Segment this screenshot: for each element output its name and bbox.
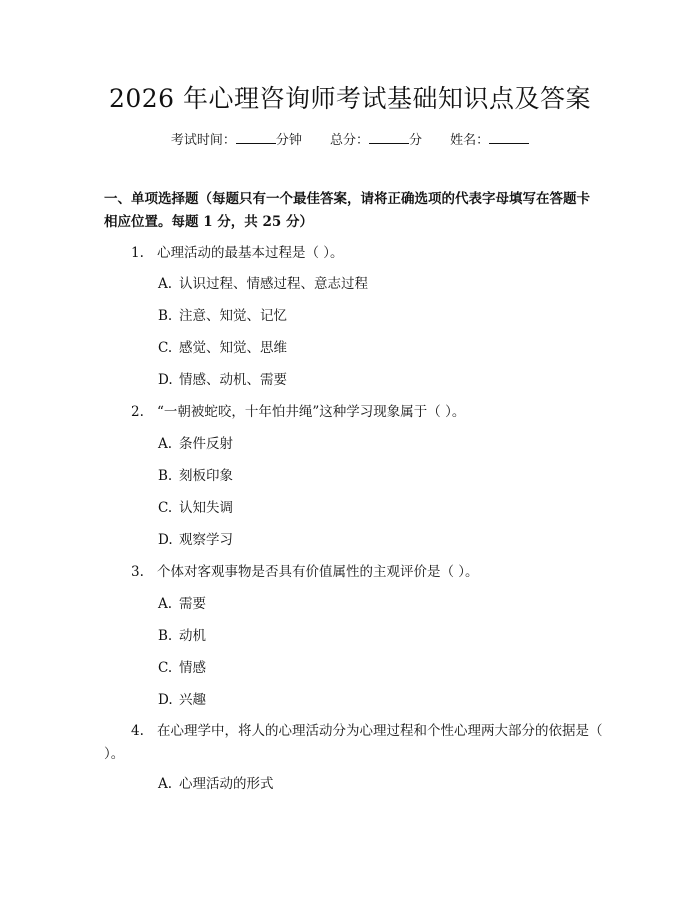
- option-2c: [158, 498, 233, 518]
- option-3a: [158, 594, 206, 614]
- exam-time-label: 考试时间：: [170, 133, 236, 148]
- option-1d: [158, 370, 287, 390]
- option-text: 刻板印象: [179, 468, 233, 484]
- option-2d: [158, 530, 233, 550]
- option-3d: [158, 690, 206, 710]
- option-letter: C.: [158, 500, 173, 516]
- option-letter: C.: [158, 660, 173, 676]
- question-1: [131, 243, 344, 263]
- question-text: 个体对客观事物是否具有价值属性的主观评价是（ ）。: [157, 564, 479, 580]
- option-letter: B.: [158, 628, 173, 644]
- option-text: 心理活动的形式: [179, 776, 274, 792]
- option-text: 感觉、知觉、思维: [179, 340, 287, 356]
- question-text: “一朝被蛇咬，十年怕井绳”这种学习现象属于（ ）。: [157, 404, 466, 420]
- option-letter: B.: [158, 468, 173, 484]
- option-text: 观察学习: [179, 532, 233, 548]
- exam-time-unit: 分钟: [275, 133, 302, 148]
- total-score-blank: [369, 131, 409, 144]
- student-name: [450, 131, 529, 151]
- question-number: 3.: [131, 564, 144, 580]
- option-2a: [158, 434, 233, 454]
- option-text: 情感: [179, 660, 206, 676]
- question-text: 在心理学中，将人的心理活动分为心理过程和个性心理两大部分的依据是（ ）。: [104, 723, 603, 762]
- option-text: 需要: [179, 596, 206, 612]
- option-text: 动机: [179, 628, 206, 644]
- question-3: [131, 562, 479, 582]
- option-1b: [158, 306, 287, 326]
- exam-time: [171, 131, 302, 151]
- total-score: [330, 131, 422, 151]
- option-text: 认识过程、情感过程、意志过程: [179, 276, 368, 292]
- exam-time-blank: [236, 131, 276, 144]
- option-letter: A.: [158, 276, 173, 292]
- total-score-label: 总分：: [329, 133, 369, 148]
- question-2: [131, 402, 465, 422]
- option-text: 注意、知觉、记忆: [179, 308, 287, 324]
- section-heading: 一、单项选择题（每题只有一个最佳答案，请将正确选项的代表字母填写在答题卡相应位置。每题 1 分，共 25 分）: [104, 191, 590, 230]
- option-text: 情感、动机、需要: [179, 372, 287, 388]
- option-3b: [158, 626, 206, 646]
- option-4a: [158, 774, 274, 794]
- option-letter: D.: [158, 692, 173, 708]
- exam-meta: [0, 131, 700, 151]
- option-letter: B.: [158, 308, 173, 324]
- option-letter: A.: [158, 436, 173, 452]
- option-letter: D.: [158, 372, 173, 388]
- option-text: 兴趣: [179, 692, 206, 708]
- option-1c: [158, 338, 287, 358]
- question-number: 4.: [131, 723, 144, 739]
- student-name-label: 姓名：: [450, 133, 490, 148]
- option-letter: A.: [158, 776, 173, 792]
- total-score-unit: 分: [409, 133, 423, 148]
- question-number: 2.: [131, 404, 144, 420]
- option-letter: A.: [158, 596, 173, 612]
- page-title: 2026 年心理咨询师考试基础知识点及答案: [108, 84, 592, 113]
- student-name-blank: [489, 131, 529, 144]
- option-text: 认知失调: [179, 500, 233, 516]
- option-3c: [158, 658, 206, 678]
- question-number: 1.: [131, 245, 144, 261]
- question-4: [104, 720, 604, 766]
- option-text: 条件反射: [179, 436, 233, 452]
- option-letter: D.: [158, 532, 173, 548]
- option-letter: C.: [158, 340, 173, 356]
- option-1a: [158, 274, 368, 294]
- question-text: 心理活动的最基本过程是（ ）。: [157, 245, 344, 261]
- option-2b: [158, 466, 233, 486]
